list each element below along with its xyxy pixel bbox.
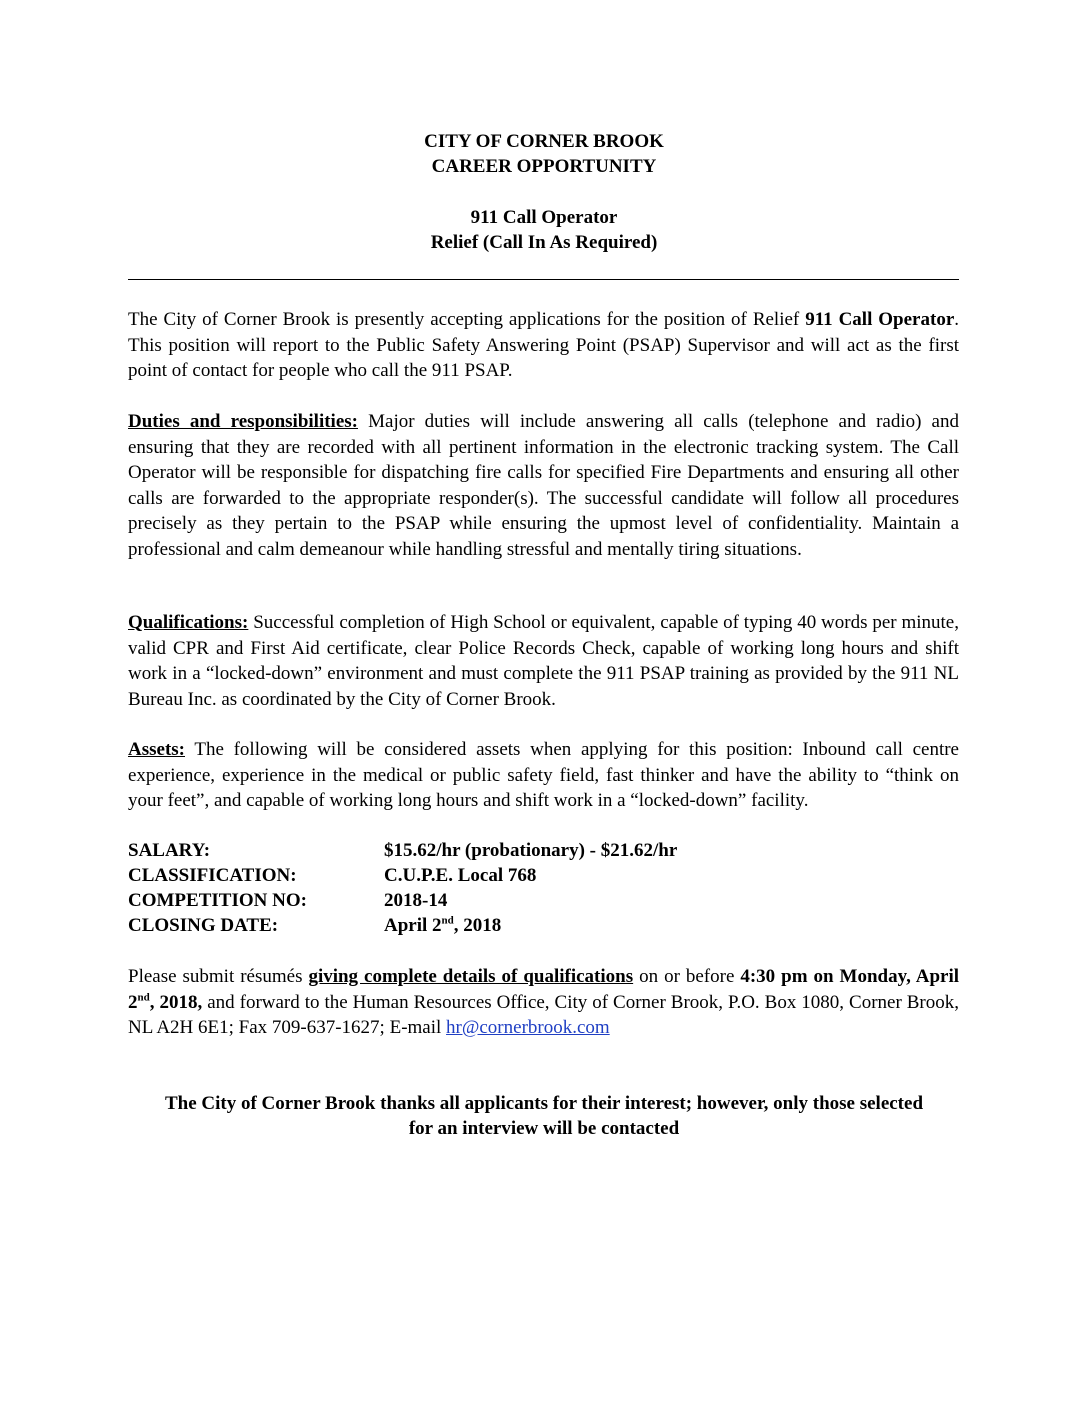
assets-paragraph <box>128 737 959 814</box>
closing-date-label: CLOSING DATE: <box>128 915 279 936</box>
position-title: 911 Call Operator <box>470 207 618 228</box>
submit-text-a: Please submit résumés <box>128 966 309 987</box>
footer-line-1: The City of Corner Brook thanks all applicants for their interest; however, only those selected <box>164 1093 924 1114</box>
intro-paragraph <box>128 307 959 384</box>
closing-date-ordinal: nd <box>441 914 454 927</box>
closing-date-value <box>384 913 501 938</box>
footer-line-2: for an interview will be contacted <box>408 1118 680 1139</box>
submit-text-b: on or before <box>633 966 741 987</box>
submit-underlined: giving complete details of qualifications <box>308 966 634 987</box>
submit-text-c: and forward to the Human Resources Office, City of Corner Brook, P.O. Box 1080, Corner Brook, NL A2H 6E1; Fax 709-637-1627; E-mail <box>128 991 959 1038</box>
qualifications-text: Successful completion of High School or equivalent, capable of typing 40 words per minute, valid CPR and First Aid certificate, clear Police Records Check, capable of working long hours and shift work in a “locked-down” environment and must complete the 911 PSAP training as provided by the 911 NL Bureau Inc. as coordinated by the City of Corner Brook. <box>128 612 959 710</box>
salary-value: $15.62/hr (probationary) - $21.62/hr <box>384 840 678 861</box>
submit-paragraph <box>128 964 959 1041</box>
email-link[interactable]: hr@cornerbrook.com <box>446 1017 610 1038</box>
qualifications-label: Qualifications: <box>128 612 249 633</box>
competition-label: COMPETITION NO: <box>128 890 307 911</box>
duties-label: Duties and responsibilities: <box>128 411 358 432</box>
header-career-opportunity: CAREER OPPORTUNITY <box>431 156 657 177</box>
assets-label: Assets: <box>128 739 185 760</box>
competition-value: 2018-14 <box>384 890 448 911</box>
submit-deadline-a: 4:30 pm on Monday, April 2 <box>128 966 960 1013</box>
submit-deadline-ordinal: nd <box>137 991 150 1004</box>
qualifications-paragraph <box>128 610 959 712</box>
intro-text-a: The City of Corner Brook is presently accepting applications for the position of Relief <box>128 309 806 330</box>
closing-date-value-main: April 2 <box>384 915 442 936</box>
intro-position-bold: 911 Call Operator <box>805 309 955 330</box>
duties-paragraph <box>128 409 959 562</box>
duties-text: Major duties will include answering all calls (telephone and radio) and ensuring that they are recorded with all pertinent information in the electronic tracking system. The Call Operator will be responsible for dispatching fire calls for specified Fire Departments and ensuring all other calls are forwarded to the appropriate responder(s). The successful candidate will follow all procedures precisely as they pertain to the PSAP while ensuring the upmost level of confidentiality. Maintain a professional and calm demeanour while handling stressful and mentally tiring situations. <box>128 411 959 560</box>
intro-text-b: . This position will report to the Public Safety Answering Point (PSAP) Supervisor and will act as the first point of contact for people who call the 911 PSAP. <box>128 309 960 381</box>
classification-label: CLASSIFICATION: <box>128 865 297 886</box>
header-divider <box>128 279 959 280</box>
position-subtitle: Relief (Call In As Required) <box>430 232 658 253</box>
header-organization: CITY OF CORNER BROOK <box>424 131 664 152</box>
submit-deadline-b: , 2018, <box>149 991 203 1013</box>
salary-label: SALARY: <box>128 840 211 861</box>
classification-value: C.U.P.E. Local 768 <box>384 865 537 886</box>
closing-date-year: , 2018 <box>453 915 502 936</box>
assets-text: The following will be considered assets when applying for this position: Inbound call centre experience, experience in the medical or public safety field, fast thinker and have the ability to “think on your feet”, and capable of working long hours and shift work in a “locked-down” facility. <box>128 739 959 811</box>
